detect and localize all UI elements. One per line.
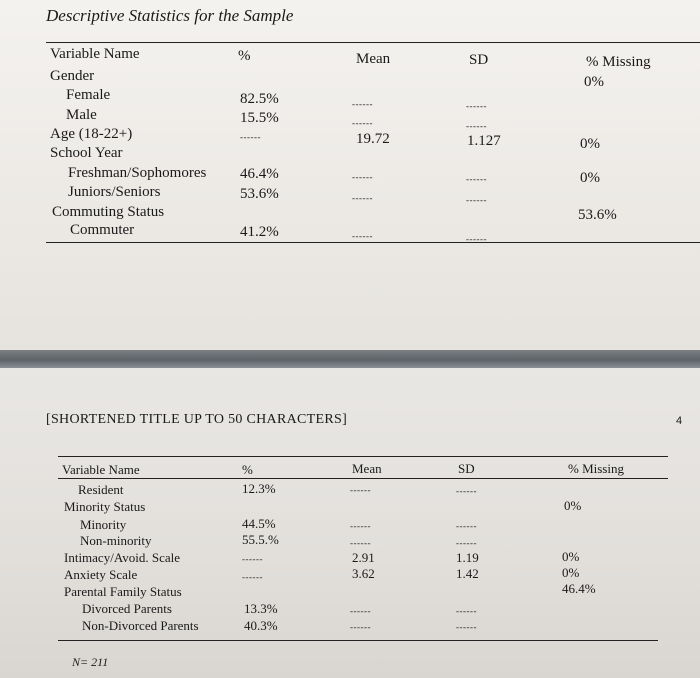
sample-size-note: N= 211 <box>72 655 109 669</box>
cell-mean: ------ <box>352 118 373 128</box>
row-label-male: Male <box>66 107 97 123</box>
row-label-juniors-seniors: Juniors/Seniors <box>68 184 161 200</box>
row-label-parental-family-status: Parental Family Status <box>64 584 182 599</box>
row-label-commuter: Commuter <box>70 222 135 238</box>
cell-mean: ------ <box>350 521 371 531</box>
cell-pct: ------ <box>242 572 263 582</box>
cell-pct: 15.5% <box>240 110 279 126</box>
cell-pct: ------ <box>240 132 261 142</box>
cell-mean: ------ <box>352 99 373 109</box>
row-label-age: Age (18-22+) <box>50 126 133 142</box>
cell-sd: ------ <box>466 195 487 205</box>
table-bottom-rule <box>58 640 658 641</box>
table-top-rule <box>58 456 668 457</box>
shortened-title: [SHORTENED TITLE UP TO 50 CHARACTERS] <box>46 412 348 427</box>
row-label-commuting-status: Commuting Status <box>52 204 165 220</box>
header-variable-name: Variable Name <box>50 46 140 62</box>
cell-pct: 82.5% <box>240 91 279 107</box>
row-label-non-minority: Non-minority <box>80 533 152 548</box>
header-sd: SD <box>458 461 475 476</box>
cell-pct: 13.3% <box>244 601 278 616</box>
cell-pct: ------ <box>242 554 263 564</box>
cell-mean: ------ <box>350 606 371 616</box>
cell-mean: 2.91 <box>352 550 375 565</box>
cell-pct: 44.5% <box>242 516 276 531</box>
header-mean: Mean <box>352 461 382 476</box>
header-percent: % <box>238 48 251 64</box>
row-label-freshman-sophomores: Freshman/Sophomores <box>68 165 207 181</box>
table-top-rule <box>46 42 700 43</box>
row-label-minority-status: Minority Status <box>64 499 146 514</box>
cell-pct: 55.5.% <box>242 532 279 547</box>
cell-mean: ------ <box>352 193 373 203</box>
cell-sd: 1.42 <box>456 566 479 581</box>
cell-sd: ------ <box>466 101 487 111</box>
cell-sd: ------ <box>466 174 487 184</box>
table-bottom-rule <box>46 242 700 243</box>
page-divider <box>0 350 700 368</box>
cell-pct: 41.2% <box>240 224 279 240</box>
cell-mean: ------ <box>352 231 373 241</box>
cell-pct: 40.3% <box>244 618 278 633</box>
header-variable-name: Variable Name <box>62 462 140 477</box>
row-label-minority: Minority <box>80 517 127 532</box>
header-sd: SD <box>469 52 489 68</box>
row-label-non-divorced-parents: Non-Divorced Parents <box>82 618 199 633</box>
table-title: Descriptive Statistics for the Sample <box>46 6 294 25</box>
cell-missing: 0% <box>562 549 580 564</box>
cell-missing: 0% <box>580 136 600 152</box>
cell-missing: 0% <box>584 74 604 90</box>
cell-sd: ------ <box>466 121 487 131</box>
row-label-gender: Gender <box>50 68 95 84</box>
row-label-resident: Resident <box>78 482 124 497</box>
row-label-female: Female <box>66 87 111 103</box>
cell-sd: ------ <box>456 606 477 616</box>
cell-missing: 53.6% <box>578 207 617 223</box>
header-rule <box>58 478 668 479</box>
cell-sd: ------ <box>456 486 477 496</box>
cell-missing: 0% <box>562 565 580 580</box>
cell-pct: 53.6% <box>240 186 279 202</box>
cell-missing: 0% <box>564 498 582 513</box>
cell-sd: ------ <box>456 521 477 531</box>
cell-sd: ------ <box>456 538 477 548</box>
cell-mean: ------ <box>350 485 371 495</box>
cell-mean: 3.62 <box>352 566 375 581</box>
cell-mean: ------ <box>352 172 373 182</box>
row-label-anxiety-scale: Anxiety Scale <box>64 567 138 582</box>
cell-mean: ------ <box>350 538 371 548</box>
header-missing: % Missing <box>568 461 624 476</box>
cell-mean: 19.72 <box>356 131 390 147</box>
cell-mean: ------ <box>350 622 371 632</box>
cell-sd: 1.19 <box>456 550 479 565</box>
cell-sd: 1.127 <box>467 133 501 149</box>
page-number: 4 <box>676 415 683 427</box>
cell-missing: 0% <box>580 170 600 186</box>
cell-missing: 46.4% <box>562 581 596 596</box>
row-label-divorced-parents: Divorced Parents <box>82 601 172 616</box>
cell-sd: ------ <box>466 234 487 244</box>
row-label-school-year: School Year <box>50 145 123 161</box>
cell-pct: 46.4% <box>240 166 279 182</box>
document-page-2 <box>0 368 700 678</box>
cell-sd: ------ <box>456 622 477 632</box>
header-percent: % <box>242 462 253 477</box>
row-label-intimacy-avoid-scale: Intimacy/Avoid. Scale <box>64 550 181 565</box>
cell-pct: 12.3% <box>242 481 276 496</box>
header-mean: Mean <box>356 51 391 67</box>
header-missing: % Missing <box>586 54 651 70</box>
